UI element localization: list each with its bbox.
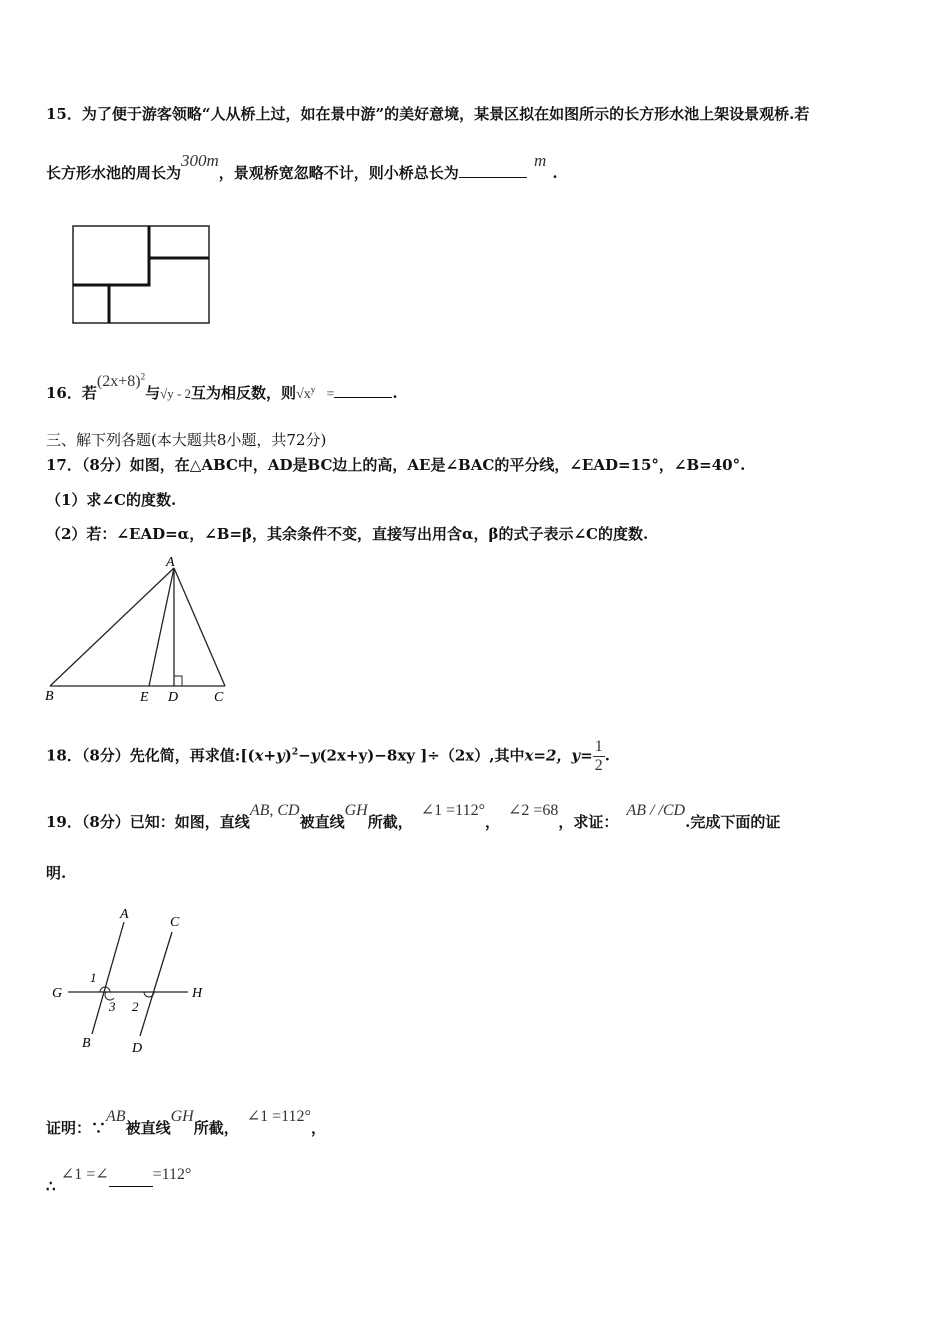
q15-unit: m bbox=[534, 151, 547, 170]
q16-eq: = bbox=[326, 387, 335, 402]
label-C: C bbox=[170, 915, 180, 930]
section3-heading: 三、解下列各题(本大题共8小题，共72分) bbox=[46, 431, 327, 449]
q15-answer-blank[interactable] bbox=[459, 177, 527, 178]
q16-expr3 bbox=[296, 384, 316, 402]
q18-den: 2 bbox=[594, 757, 603, 774]
q15-line1: 15．为了便于游客领略“人从桥上过，如在景中游”的美好意境，某景区拟在如图所示的长方形水池上架设景观桥.若 bbox=[46, 105, 810, 123]
proof-cut: 被直线 bbox=[125, 1119, 171, 1137]
q18-text: 18．（8分）先化简，再求值:[( bbox=[46, 746, 255, 765]
q18-line: 18．（8分）先化简，再求值$:[(x+y)^2-y(2x+y)-8xy$ ]÷（2x）,其中x=2，y= $\frac{1}{2}$ . bbox=[46, 738, 610, 774]
q16-text: 16．若 bbox=[46, 384, 97, 402]
q19-angle1: ∠1 =112° bbox=[420, 802, 485, 819]
q15-pool-figure bbox=[68, 220, 218, 334]
proof-line1 bbox=[46, 1108, 326, 1138]
q19-tail: .完成下面的证 bbox=[685, 813, 781, 831]
q18-y: y bbox=[310, 746, 320, 765]
label-D: D bbox=[168, 690, 179, 704]
q18-paren: (2x+y)−8xy ]÷（2x）,其中 bbox=[319, 746, 525, 765]
q19-parallel-figure bbox=[46, 904, 216, 1058]
q19-gh: GH bbox=[344, 802, 368, 819]
q15-perimeter: 300m bbox=[181, 151, 219, 170]
q16-expr1-base: (2x+8) bbox=[96, 373, 141, 390]
q18-ylabel: y= bbox=[571, 746, 593, 765]
q19-angle2: ∠2 =68 bbox=[507, 802, 559, 819]
q15-line2 bbox=[46, 151, 558, 183]
label-B: B bbox=[82, 1036, 91, 1051]
q15-end: . bbox=[552, 164, 558, 182]
q18-end: . bbox=[604, 746, 610, 765]
q16-exp3: y bbox=[310, 384, 316, 395]
q16-expr3-base: √x bbox=[296, 387, 311, 402]
q17-part1: （1）求∠C的度数. bbox=[46, 491, 177, 509]
proof-ab: AB bbox=[106, 1108, 126, 1125]
q19-line1 bbox=[46, 802, 781, 832]
q19-lines: AB, CD bbox=[249, 802, 300, 819]
q16-expr2: √y - 2 bbox=[160, 386, 192, 401]
q18-xy: x+y bbox=[254, 746, 285, 765]
q17-stem: 17．（8分）如图，在△ABC中，AD是BC边上的高，AE是∠BAC的平分线，∠EAD=15°，∠B=40°. bbox=[46, 456, 746, 474]
label-G: G bbox=[52, 986, 63, 1001]
proof-angle1: ∠1 =112° bbox=[246, 1108, 311, 1125]
q16-and: 与 bbox=[145, 384, 161, 402]
q16-exp1: 2 bbox=[140, 371, 146, 382]
q16-line bbox=[46, 371, 398, 403]
proof-text: 证明：∵ bbox=[46, 1119, 107, 1137]
q16-expr1 bbox=[97, 373, 145, 390]
proof-therefore: ∴ bbox=[46, 1177, 56, 1195]
q19-prove: ，求证： bbox=[558, 813, 619, 831]
proof-comma: ， bbox=[310, 1119, 326, 1137]
q18-minus: − bbox=[298, 746, 311, 765]
proof-line2 bbox=[46, 1166, 192, 1196]
q19-cut: 被直线 bbox=[299, 813, 345, 831]
q18-num: 1 bbox=[594, 738, 603, 755]
label-B: B bbox=[45, 689, 54, 704]
q19-line2: 明. bbox=[46, 864, 67, 882]
label-1: 1 bbox=[90, 970, 97, 985]
q17-triangle-figure bbox=[40, 552, 240, 708]
q16-end: . bbox=[392, 384, 398, 402]
q15-text-mid: ，景观桥宽忽略不计，则小桥总长为 bbox=[218, 164, 459, 182]
proof-line2b: =112° bbox=[152, 1166, 192, 1183]
proof-gh: GH bbox=[170, 1108, 194, 1125]
label-E: E bbox=[140, 690, 149, 704]
q16-mid: 互为相反数，则 bbox=[191, 384, 297, 402]
q19-text: 19．（8分）已知：如图，直线 bbox=[46, 813, 250, 831]
q17-part2: （2）若：∠EAD=α，∠B=β，其余条件不变，直接写出用含α，β的式子表示∠C的度数. bbox=[46, 525, 649, 543]
proof-cut2: 所截， bbox=[193, 1119, 239, 1137]
q18-fraction bbox=[593, 738, 605, 775]
label-D: D bbox=[132, 1041, 143, 1054]
proof-line2a: ∠1 =∠ bbox=[60, 1166, 109, 1183]
label-2: 2 bbox=[132, 999, 139, 1014]
proof-answer-blank[interactable] bbox=[109, 1186, 153, 1187]
q16-answer-blank[interactable] bbox=[334, 397, 392, 398]
q19-comma: ， bbox=[484, 813, 500, 831]
label-A: A bbox=[166, 555, 175, 570]
q19-parallel: AB / /CD bbox=[626, 802, 686, 819]
q15-text: 长方形水池的周长为 bbox=[46, 164, 182, 182]
q18-xval: x=2， bbox=[524, 746, 572, 765]
label-H: H bbox=[192, 986, 203, 1001]
label-3: 3 bbox=[109, 999, 116, 1014]
label-C: C bbox=[214, 690, 224, 704]
label-A: A bbox=[120, 907, 129, 922]
q19-cut2: 所截， bbox=[367, 813, 413, 831]
q18-sq: 2 bbox=[291, 747, 299, 758]
